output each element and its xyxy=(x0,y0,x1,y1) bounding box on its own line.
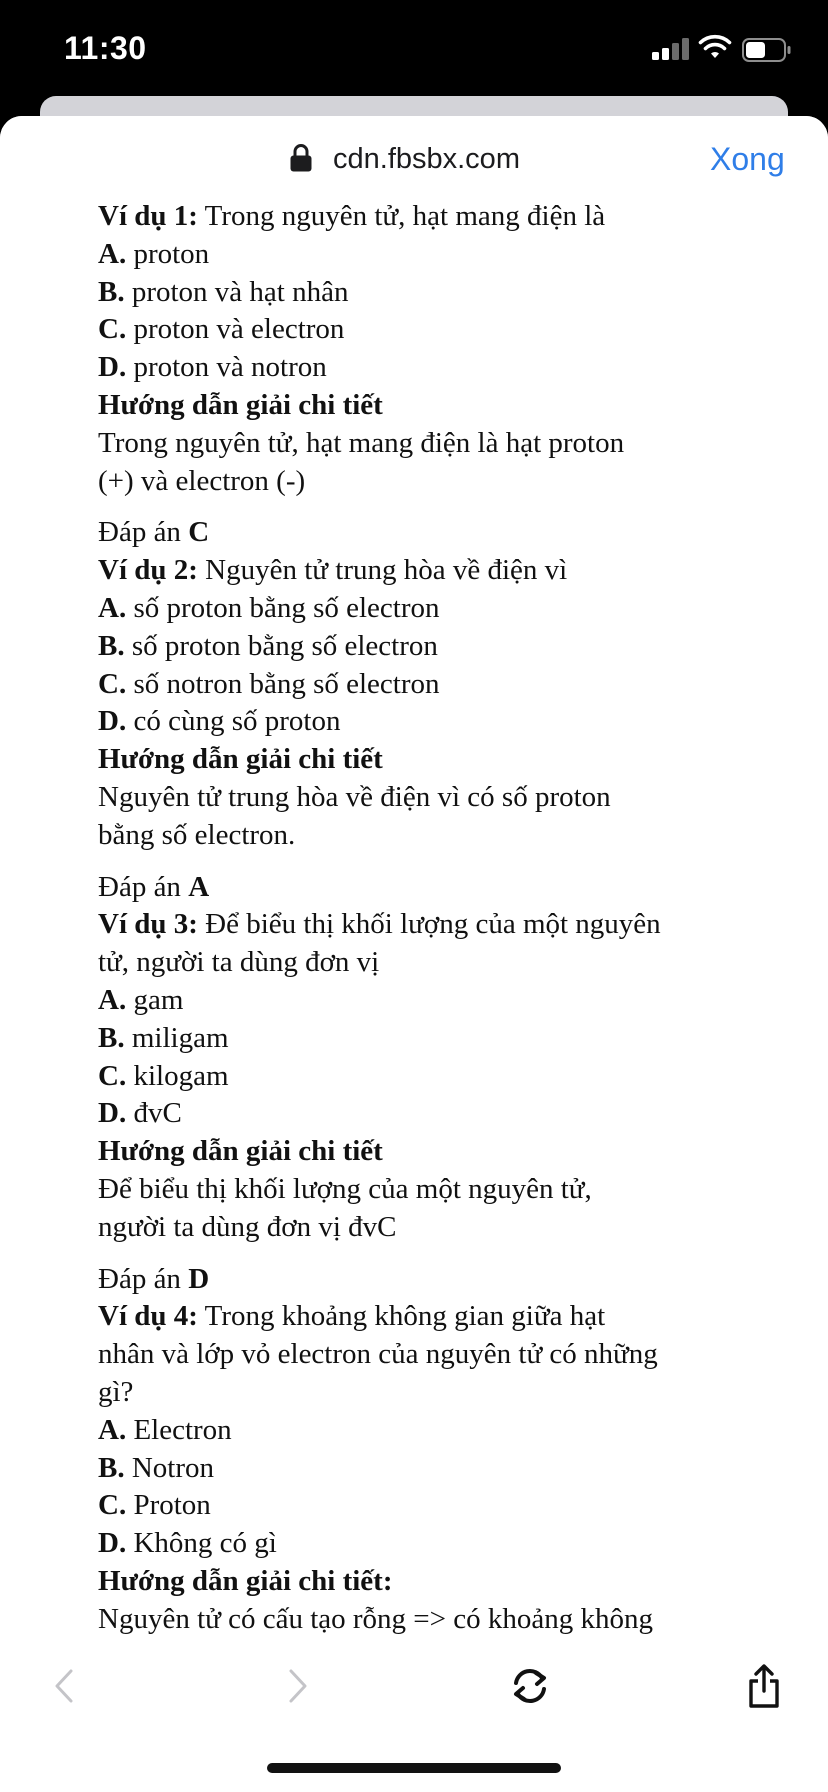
guide-line: Để biểu thị khối lượng của một nguyên tử, xyxy=(98,1172,592,1205)
status-time: 11:30 xyxy=(64,30,147,66)
option-key: B. xyxy=(98,1451,125,1484)
option xyxy=(98,1058,738,1096)
guide-title-text: Hướng dẫn giải chi tiết xyxy=(98,388,383,421)
option-text: có cùng số proton xyxy=(133,705,341,738)
guide-title-text: Hướng dẫn giải chi tiết xyxy=(98,743,383,776)
question-text-line: nhân và lớp vỏ electron của nguyên tử có những xyxy=(98,1338,658,1371)
reload-button[interactable] xyxy=(508,1664,552,1708)
option xyxy=(98,982,738,1020)
guide-title xyxy=(98,387,738,425)
question-title xyxy=(98,198,738,236)
battery-icon xyxy=(742,38,792,62)
answer-line xyxy=(98,514,738,552)
guide-title-text: Hướng dẫn giải chi tiết xyxy=(98,1135,383,1168)
question-text-line: tử, người ta dùng đơn vị xyxy=(98,946,380,979)
option-text: số proton bằng số electron xyxy=(133,591,440,624)
option-text: miligam xyxy=(131,1021,229,1054)
option-key: C. xyxy=(98,1059,127,1092)
option xyxy=(98,311,738,349)
guide-title xyxy=(98,1133,738,1171)
answer-value: C xyxy=(188,516,210,549)
guide-line: người ta dùng đơn vị đvC xyxy=(98,1210,397,1243)
option xyxy=(98,1095,738,1133)
question-title xyxy=(98,906,738,944)
answer-prefix: Đáp án xyxy=(98,1262,181,1295)
url-bar xyxy=(0,116,828,198)
option xyxy=(98,1525,738,1563)
cellular-signal-icon xyxy=(652,38,690,60)
share-button[interactable] xyxy=(742,1664,786,1708)
option xyxy=(98,1487,738,1525)
option-key: B. xyxy=(98,629,125,662)
option-text: Không có gì xyxy=(133,1527,277,1560)
option-text: kilogam xyxy=(133,1059,229,1092)
option-text: gam xyxy=(133,983,184,1016)
home-indicator[interactable] xyxy=(267,1763,561,1773)
option-text: đvC xyxy=(133,1097,182,1130)
answer-value: A xyxy=(188,870,210,903)
answer-value: D xyxy=(188,1262,210,1295)
option xyxy=(98,274,738,312)
option xyxy=(98,666,738,704)
guide-line: Nguyên tử có cấu tạo rỗng => có khoảng không xyxy=(98,1602,653,1635)
done-button[interactable]: Xong xyxy=(710,141,785,177)
option-text: số notron bằng số electron xyxy=(133,667,440,700)
question-label: Ví dụ 3: xyxy=(98,908,198,941)
option-key: C. xyxy=(98,1489,127,1522)
web-view-sheet xyxy=(0,116,828,1792)
answer-line xyxy=(98,869,738,907)
url-text: cdn.fbsbx.com xyxy=(333,143,520,175)
option xyxy=(98,590,738,628)
back-button[interactable] xyxy=(42,1664,86,1708)
question-label: Ví dụ 1: xyxy=(98,200,198,232)
wifi-icon xyxy=(698,34,732,60)
option-text: proton và hạt nhân xyxy=(131,275,349,308)
option-key: B. xyxy=(98,275,125,308)
option-text: proton và notron xyxy=(133,351,327,384)
question-text-line: gì? xyxy=(98,1375,134,1408)
option-key: A. xyxy=(98,237,127,270)
option-key: B. xyxy=(98,1021,125,1054)
question-title xyxy=(98,552,738,590)
question-text: Trong nguyên tử, hạt mang điện là xyxy=(204,200,606,232)
share-icon xyxy=(745,1663,783,1709)
option-key: D. xyxy=(98,705,127,738)
question-text: Nguyên tử trung hòa về điện vì xyxy=(205,554,568,587)
option-text: Proton xyxy=(133,1489,211,1522)
option-text: Notron xyxy=(131,1451,215,1484)
option-text: proton xyxy=(133,237,210,270)
option xyxy=(98,703,738,741)
answer-prefix: Đáp án xyxy=(98,516,181,549)
reload-icon xyxy=(509,1665,551,1707)
option-key: A. xyxy=(98,983,127,1016)
option xyxy=(98,1412,738,1450)
forward-button[interactable] xyxy=(276,1664,320,1708)
option-text: Electron xyxy=(133,1413,232,1446)
option-key: C. xyxy=(98,313,127,346)
answer-line xyxy=(98,1261,738,1299)
option-key: D. xyxy=(98,351,127,384)
option-key: A. xyxy=(98,1413,127,1446)
browser-toolbar xyxy=(0,1644,828,1734)
guide-line: (+) và electron (-) xyxy=(98,464,306,497)
question-label: Ví dụ 2: xyxy=(98,554,198,587)
guide-line: Trong nguyên tử, hạt mang điện là hạt proton xyxy=(98,426,625,459)
guide-title xyxy=(98,741,738,779)
lock-icon xyxy=(289,143,313,173)
back-icon xyxy=(53,1668,75,1704)
question-text: Để biểu thị khối lượng của một nguyên xyxy=(205,908,661,941)
option-text: proton và electron xyxy=(133,313,345,346)
guide-title xyxy=(98,1563,738,1601)
question-text: Trong khoảng không gian giữa hạt xyxy=(204,1300,606,1333)
guide-line: Nguyên tử trung hòa về điện vì có số proton xyxy=(98,780,611,813)
option xyxy=(98,1020,738,1058)
status-bar xyxy=(0,0,828,100)
guide-title-text: Hướng dẫn giải chi tiết: xyxy=(98,1564,393,1597)
question-label: Ví dụ 4: xyxy=(98,1300,198,1333)
option-text: số proton bằng số electron xyxy=(131,629,438,662)
forward-icon xyxy=(287,1668,309,1704)
option-key: D. xyxy=(98,1527,127,1560)
question-title xyxy=(98,1298,738,1336)
option xyxy=(98,349,738,387)
option xyxy=(98,628,738,666)
answer-prefix: Đáp án xyxy=(98,870,181,903)
option-key: A. xyxy=(98,591,127,624)
option-key: D. xyxy=(98,1097,127,1130)
option xyxy=(98,236,738,274)
page-content xyxy=(98,198,738,1644)
guide-line: bằng số electron. xyxy=(98,818,296,851)
option xyxy=(98,1450,738,1488)
option-key: C. xyxy=(98,667,127,700)
